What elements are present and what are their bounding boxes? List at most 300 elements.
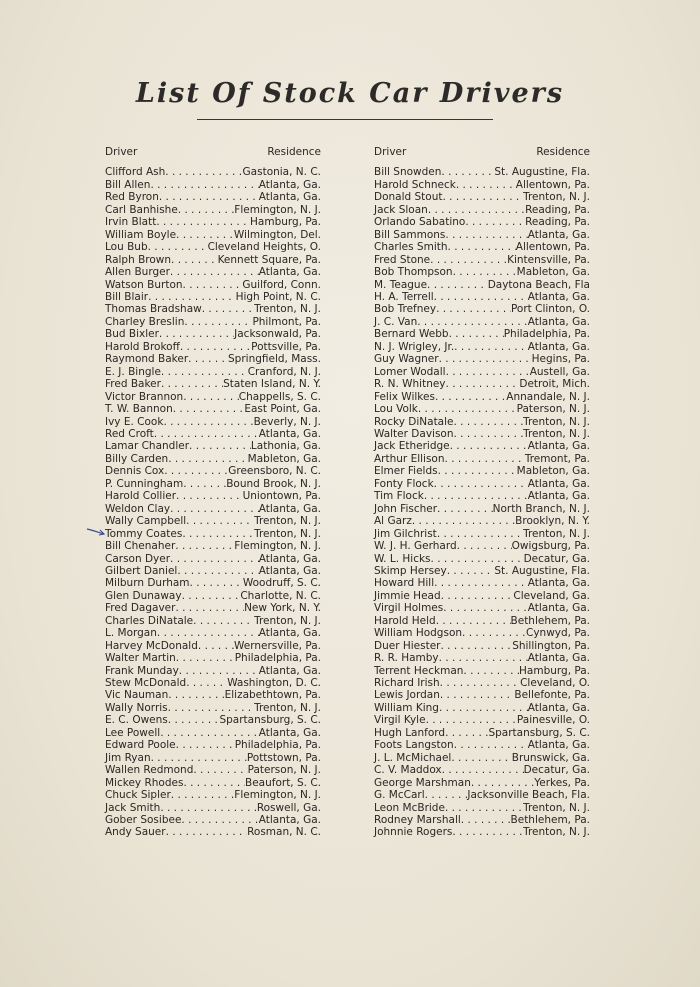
leader-dots	[184, 316, 252, 328]
leader-dots	[451, 752, 511, 764]
driver-name: Wallen Redmond	[105, 764, 194, 777]
right-column-header	[374, 146, 590, 158]
driver-residence: Daytona Beach, Fla	[487, 278, 590, 291]
driver-row	[374, 826, 590, 838]
driver-residence: Brooklyn, N. Y.	[515, 515, 590, 528]
right-column	[374, 146, 590, 839]
driver-residence: Trenton, N. J.	[523, 415, 590, 428]
leader-dots	[471, 777, 534, 789]
driver-name: Elmer Fields	[374, 465, 438, 478]
driver-name: M. Teague	[374, 278, 428, 291]
driver-row	[105, 590, 321, 602]
driver-name: Bill Sammons	[374, 228, 446, 241]
driver-residence: Flemington, N. J.	[234, 203, 321, 216]
driver-row	[374, 316, 590, 328]
driver-name: Irvin Blatt	[105, 216, 157, 229]
driver-residence: Beverly, N. J.	[253, 415, 321, 428]
leader-dots	[159, 328, 234, 340]
driver-name: Rocky DiNatale	[374, 415, 454, 428]
driver-residence: Painesville, O.	[516, 714, 590, 727]
driver-residence: Atlanta, Ga.	[527, 577, 590, 590]
leader-dots	[439, 702, 528, 714]
driver-name: Carl Banhishe	[105, 203, 178, 216]
driver-row	[105, 191, 321, 203]
driver-row	[374, 266, 590, 278]
driver-residence: Tremont, Pa.	[524, 452, 590, 465]
driver-name: E. J. Bingle	[105, 365, 161, 378]
leader-dots	[176, 490, 243, 502]
leader-dots	[446, 366, 530, 378]
driver-row	[105, 702, 321, 714]
driver-residence: Philadelphia, Pa.	[503, 328, 590, 341]
driver-residence: Trenton, N. J.	[254, 527, 321, 540]
leader-dots	[448, 241, 516, 253]
driver-residence: Kintensville, Pa.	[507, 253, 590, 266]
driver-name: Mickey Rhodes	[105, 776, 184, 789]
driver-row	[374, 303, 590, 315]
driver-name: Billy Carden	[105, 452, 169, 465]
driver-row	[374, 764, 590, 776]
leader-dots	[456, 179, 516, 191]
leader-dots	[160, 727, 259, 739]
left-driver-list	[105, 166, 321, 838]
driver-name: Chuck Sipler	[105, 789, 171, 802]
driver-residence: Bound Brook, N. J.	[226, 477, 321, 490]
driver-name: Thomas Bradshaw	[105, 303, 202, 316]
driver-name: Al Garz	[374, 515, 412, 528]
driver-name: C. V. Maddox	[374, 764, 442, 777]
driver-header: Driver	[105, 146, 138, 158]
driver-row	[374, 652, 590, 664]
driver-residence: Mableton, Ga.	[516, 465, 590, 478]
driver-residence: Atlanta, Ga.	[258, 564, 321, 577]
driver-residence: Philadelphia, Pa.	[234, 739, 321, 752]
leader-dots	[165, 166, 242, 178]
driver-name: Duer Hiester	[374, 639, 441, 652]
driver-residence: Kennett Square, Pa.	[217, 253, 321, 266]
leader-dots	[190, 577, 243, 589]
driver-name: Jim Gilchrist	[374, 527, 437, 540]
driver-row	[105, 428, 321, 440]
driver-row	[374, 590, 590, 602]
driver-name: Harold Brokoff	[105, 340, 180, 353]
driver-name: Bill Blair	[105, 290, 149, 303]
driver-residence: Spartansburg, S. C.	[219, 714, 321, 727]
driver-name: Jimmie Head	[374, 589, 441, 602]
driver-row	[374, 702, 590, 714]
driver-name: Raymond Baker	[105, 353, 189, 366]
leader-dots	[417, 316, 527, 328]
driver-row	[105, 503, 321, 515]
driver-name: Howard Hill	[374, 577, 435, 590]
leader-dots	[454, 739, 528, 751]
driver-residence: Trenton, N. J.	[254, 614, 321, 627]
driver-name: Lewis Jordan	[374, 689, 440, 702]
driver-row	[105, 826, 321, 838]
driver-row	[105, 490, 321, 502]
driver-residence: Atlanta, Ga.	[527, 477, 590, 490]
driver-row	[105, 577, 321, 589]
driver-row	[105, 814, 321, 826]
driver-residence: Philadelphia, Pa.	[234, 652, 321, 665]
driver-row	[374, 540, 590, 552]
leader-dots	[453, 266, 517, 278]
leader-dots	[430, 254, 507, 266]
driver-residence: Atlanta, Ga.	[258, 266, 321, 279]
leader-dots	[428, 204, 525, 216]
driver-name: Red Croft	[105, 427, 154, 440]
leader-dots	[441, 640, 513, 652]
driver-residence: Annandale, N. J.	[506, 390, 590, 403]
driver-name: Harold Collier	[105, 490, 177, 503]
driver-row	[374, 689, 590, 701]
driver-name: Gober Sosibee	[105, 814, 182, 827]
driver-row	[105, 266, 321, 278]
driver-name: Charley Breslin	[105, 315, 185, 328]
driver-name: Jim Ryan	[105, 751, 151, 764]
driver-row	[105, 179, 321, 191]
leader-dots	[161, 366, 248, 378]
driver-residence: New York, N. Y.	[244, 602, 321, 615]
driver-residence: Decatur, Ga.	[523, 764, 590, 777]
leader-dots	[418, 403, 517, 415]
leader-dots	[175, 602, 244, 614]
residence-header: Residence	[536, 146, 590, 158]
leader-dots	[182, 590, 241, 602]
driver-name: Jack Smith	[105, 801, 161, 814]
leader-dots	[186, 515, 254, 527]
leader-dots	[159, 191, 259, 203]
driver-row	[374, 366, 590, 378]
leader-dots	[173, 403, 245, 415]
driver-residence: Elizabethtown, Pa.	[224, 689, 321, 702]
driver-name: Dennis Cox	[105, 465, 165, 478]
driver-name: R. N. Whitney	[374, 378, 446, 391]
driver-residence: Allentown, Pa.	[515, 241, 590, 254]
leader-dots	[178, 204, 234, 216]
driver-residence: East Point, Ga.	[244, 403, 321, 416]
leader-dots	[179, 665, 259, 677]
driver-name: Wally Campbell	[105, 515, 187, 528]
driver-name: Virgil Kyle	[374, 714, 426, 727]
leader-dots	[168, 689, 224, 701]
driver-residence: Austell, Ga.	[529, 365, 590, 378]
driver-row	[105, 366, 321, 378]
driver-row	[374, 416, 590, 428]
driver-row	[105, 777, 321, 789]
driver-name: Bill Chenaher	[105, 540, 176, 553]
driver-name: Lou Bub	[105, 241, 148, 254]
leader-dots	[454, 341, 528, 353]
leader-dots	[457, 540, 512, 552]
leader-dots	[449, 328, 504, 340]
driver-row	[374, 789, 590, 801]
driver-row	[374, 565, 590, 577]
driver-residence: High Point, N. C.	[235, 290, 321, 303]
driver-residence: Pottstown, Pa.	[246, 751, 321, 764]
leader-dots	[439, 353, 532, 365]
leader-dots	[446, 378, 520, 390]
driver-residence: Pottsville, Pa.	[251, 340, 321, 353]
driver-residence: Guilford, Conn.	[242, 278, 321, 291]
driver-row	[105, 416, 321, 428]
driver-name: Virgil Holmes	[374, 602, 444, 615]
driver-row	[105, 453, 321, 465]
driver-row	[374, 453, 590, 465]
driver-name: Skimp Hersey	[374, 564, 447, 577]
leader-dots	[441, 590, 514, 602]
leader-dots	[193, 615, 254, 627]
leader-dots	[436, 615, 511, 627]
leader-dots	[157, 627, 259, 639]
driver-residence: Atlanta, Ga.	[258, 814, 321, 827]
driver-row	[105, 528, 321, 540]
driver-name: William King	[374, 701, 439, 714]
driver-name: E. C. Owens	[105, 714, 168, 727]
driver-row	[105, 465, 321, 477]
driver-row	[374, 403, 590, 415]
leader-dots	[193, 764, 247, 776]
driver-name: Guy Wagner	[374, 353, 439, 366]
driver-name: Lomer Wodall	[374, 365, 446, 378]
leader-dots	[171, 254, 218, 266]
driver-row	[105, 727, 321, 739]
driver-residence: Atlanta, Ga.	[527, 228, 590, 241]
driver-row	[374, 166, 590, 178]
driver-row	[105, 714, 321, 726]
driver-name: Andy Sauer	[105, 826, 166, 839]
left-column-header	[105, 146, 321, 158]
driver-name: Tim Flock	[374, 490, 424, 503]
leader-dots	[177, 565, 258, 577]
driver-residence: Springfield, Mass.	[228, 353, 321, 366]
driver-residence: Atlanta, Ga.	[258, 627, 321, 640]
driver-row	[374, 204, 590, 216]
leader-dots	[445, 727, 488, 739]
driver-row	[105, 602, 321, 614]
driver-name: Jack Etheridge	[374, 440, 450, 453]
residence-header: Residence	[267, 146, 321, 158]
driver-name: J. C. Van	[374, 315, 418, 328]
driver-residence: Hamburg, Pa.	[250, 216, 321, 229]
driver-row	[105, 553, 321, 565]
driver-row	[374, 353, 590, 365]
leader-dots	[441, 166, 494, 178]
driver-name: Johnnie Rogers	[374, 826, 453, 839]
leader-dots	[183, 279, 243, 291]
driver-row	[105, 204, 321, 216]
driver-residence: Trenton, N. J.	[523, 527, 590, 540]
driver-name: John Fischer	[374, 502, 438, 515]
leader-dots	[180, 341, 251, 353]
driver-name: W. J. H. Gerhard	[374, 540, 457, 553]
driver-row	[374, 229, 590, 241]
driver-residence: Atlanta, Ga.	[258, 178, 321, 191]
driver-row	[105, 802, 321, 814]
driver-name: Hugh Lanford	[374, 726, 446, 739]
leader-dots	[166, 826, 247, 838]
driver-residence: Reading, Pa.	[525, 203, 590, 216]
driver-residence: Gastonia, N. C.	[242, 166, 321, 179]
driver-row	[374, 490, 590, 502]
driver-name: Bob Thompson	[374, 266, 453, 279]
driver-row	[374, 528, 590, 540]
driver-row	[374, 777, 590, 789]
driver-row	[105, 216, 321, 228]
leader-dots	[454, 416, 524, 428]
driver-name: Foots Langston	[374, 739, 454, 752]
driver-row	[105, 478, 321, 490]
driver-row	[105, 353, 321, 365]
leader-dots	[454, 428, 524, 440]
driver-name: William Hodgson	[374, 627, 463, 640]
driver-name: Allen Burger	[105, 266, 170, 279]
driver-row	[374, 179, 590, 191]
leader-dots	[176, 739, 235, 751]
leader-dots	[445, 453, 525, 465]
driver-row	[105, 440, 321, 452]
driver-name: Milburn Durham	[105, 577, 190, 590]
driver-row	[105, 627, 321, 639]
driver-name: L. Morgan	[105, 627, 157, 640]
leader-dots	[435, 391, 506, 403]
driver-name: Terrent Heckman	[374, 664, 464, 677]
driver-row	[105, 241, 321, 253]
driver-residence: Woodruff, S. C.	[242, 577, 321, 590]
driver-name: Charles Smith	[374, 241, 448, 254]
driver-row	[374, 640, 590, 652]
driver-residence: Trenton, N. J.	[523, 427, 590, 440]
driver-residence: Atlanta, Ga.	[258, 552, 321, 565]
driver-residence: Greensboro, N. C.	[228, 465, 321, 478]
driver-residence: Trenton, N. J.	[523, 801, 590, 814]
driver-row	[374, 615, 590, 627]
leader-dots	[442, 764, 524, 776]
driver-row	[105, 166, 321, 178]
driver-row	[374, 279, 590, 291]
leader-dots	[156, 216, 250, 228]
leader-dots	[462, 627, 526, 639]
leader-dots	[168, 453, 247, 465]
driver-row	[374, 254, 590, 266]
driver-residence: Mableton, Ga.	[516, 266, 590, 279]
driver-name: Weldon Clay	[105, 502, 171, 515]
driver-residence: Atlanta, Ga.	[258, 502, 321, 515]
driver-row	[374, 577, 590, 589]
driver-name: George Marshman	[374, 776, 471, 789]
driver-residence: St. Augustine, Fla.	[494, 564, 590, 577]
driver-row	[105, 303, 321, 315]
driver-residence: Reading, Pa.	[525, 216, 590, 229]
leader-dots	[170, 553, 259, 565]
driver-row	[374, 241, 590, 253]
driver-row	[374, 553, 590, 565]
driver-name: Watson Burton	[105, 278, 183, 291]
driver-name: Jack Sloan	[374, 203, 428, 216]
driver-row	[374, 602, 590, 614]
leader-dots	[450, 440, 528, 452]
leader-dots	[151, 752, 247, 764]
driver-residence: Mableton, Ga.	[247, 452, 321, 465]
driver-residence: Bethlehem, Pa.	[510, 614, 590, 627]
leader-dots	[202, 303, 254, 315]
leader-dots	[188, 353, 228, 365]
driver-residence: Atlanta, Ga.	[258, 664, 321, 677]
driver-name: William Boyle	[105, 228, 177, 241]
driver-row	[105, 640, 321, 652]
driver-residence: Hamburg, Pa.	[519, 664, 590, 677]
driver-residence: Uniontown, Pa.	[242, 490, 321, 503]
driver-name: Lee Powell	[105, 726, 161, 739]
leader-dots	[170, 503, 259, 515]
leader-dots	[168, 702, 254, 714]
leader-dots	[176, 652, 235, 664]
driver-residence: Atlanta, Ga.	[527, 602, 590, 615]
driver-row	[374, 440, 590, 452]
leader-dots	[176, 229, 234, 241]
driver-residence: North Branch, N. J.	[492, 502, 590, 515]
leader-dots	[437, 528, 523, 540]
leader-dots	[183, 478, 226, 490]
leader-dots	[452, 826, 523, 838]
driver-name: Bud Bixler	[105, 328, 159, 341]
driver-name: Carson Dyer	[105, 552, 171, 565]
driver-residence: Owigsburg, Pa.	[511, 540, 590, 553]
driver-row	[105, 652, 321, 664]
leader-dots	[440, 677, 520, 689]
driver-name: Wally Norris	[105, 701, 168, 714]
driver-name: Felix Wilkes	[374, 390, 435, 403]
driver-name: Donald Stout	[374, 191, 443, 204]
driver-row	[105, 254, 321, 266]
driver-row	[374, 814, 590, 826]
driver-row	[105, 328, 321, 340]
driver-residence: Decatur, Ga.	[523, 552, 590, 565]
driver-name: H. A. Terrell	[374, 290, 434, 303]
driver-residence: Detroit, Mich.	[519, 378, 590, 391]
driver-name: Ivy E. Cook	[105, 415, 164, 428]
driver-row	[374, 739, 590, 751]
driver-name: Walter Davison	[374, 427, 454, 440]
driver-name: Orlando Sabatino	[374, 216, 466, 229]
leader-dots	[439, 652, 528, 664]
driver-name: Tommy Coates	[105, 527, 183, 540]
driver-name: P. Cunningham	[105, 477, 184, 490]
driver-row	[105, 229, 321, 241]
driver-row	[374, 802, 590, 814]
leader-dots	[436, 303, 511, 315]
driver-name: Bob Trefney	[374, 303, 437, 316]
driver-name: J. L. McMichael	[374, 751, 452, 764]
leader-dots	[183, 391, 239, 403]
driver-name: Ralph Brown	[105, 253, 172, 266]
leader-dots	[148, 241, 208, 253]
leader-dots	[171, 789, 235, 801]
driver-residence: Bethlehem, Pa.	[510, 814, 590, 827]
driver-residence: Atlanta, Ga.	[527, 652, 590, 665]
pen-check-mark	[86, 526, 106, 536]
driver-row	[374, 191, 590, 203]
leader-dots	[150, 179, 258, 191]
leader-dots	[186, 677, 227, 689]
title-underline	[197, 119, 493, 120]
driver-residence: Staten Island, N. Y.	[223, 378, 321, 391]
driver-residence: Paterson, N. J.	[516, 403, 590, 416]
driver-name: Harold Held	[374, 614, 436, 627]
leader-dots	[431, 553, 524, 565]
driver-row	[374, 478, 590, 490]
driver-residence: Chappells, S. C.	[238, 390, 321, 403]
